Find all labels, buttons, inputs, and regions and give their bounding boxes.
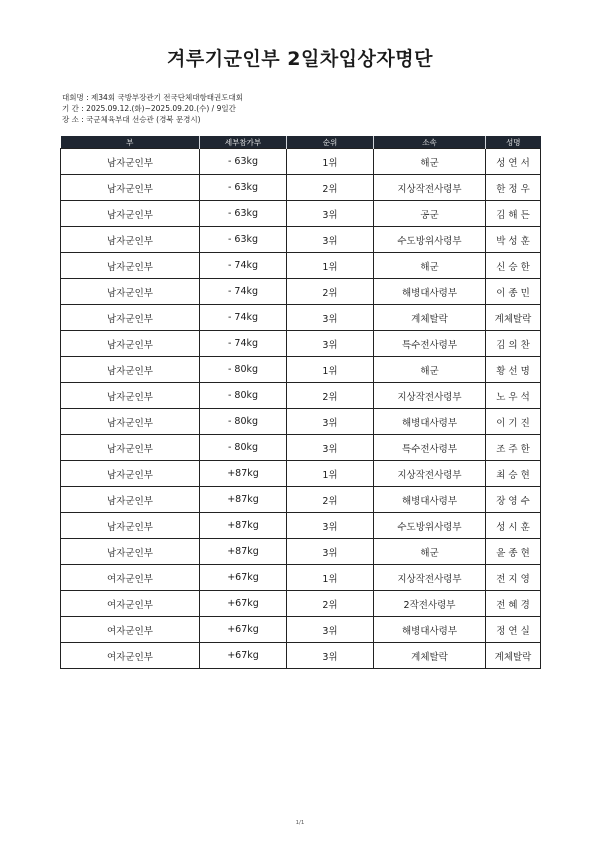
cell-rank: 2위 (287, 175, 374, 201)
table-row (61, 331, 541, 357)
cell-division: 남자군인부 (61, 461, 200, 487)
cell-unit: 지상작전사령부 (374, 565, 486, 591)
cell-division: 남자군인부 (61, 227, 200, 253)
event-period: 기 간 : 2025.09.12.(화)~2025.09.20.(수) / 9일간 (62, 104, 236, 113)
header-weight: 세부참가부 (200, 136, 287, 149)
cell-rank: 3위 (287, 227, 374, 253)
cell-name: 계체탈락 (486, 643, 541, 669)
cell-unit: 공군 (374, 201, 486, 227)
page-number: 1/1 (295, 820, 305, 826)
table-row (61, 253, 541, 279)
cell-name: 김 해 든 (486, 201, 541, 227)
cell-division: 남자군인부 (61, 409, 200, 435)
cell-name: 조 주 한 (486, 435, 541, 461)
cell-unit: 수도방위사령부 (374, 227, 486, 253)
cell-unit: 해병대사령부 (374, 409, 486, 435)
cell-unit: 해군 (374, 357, 486, 383)
cell-name: 김 의 찬 (486, 331, 541, 357)
table-row (61, 591, 541, 617)
cell-name: 박 성 훈 (486, 227, 541, 253)
cell-division: 남자군인부 (61, 435, 200, 461)
cell-weight: - 63kg (200, 149, 287, 175)
cell-name: 이 종 민 (486, 279, 541, 305)
cell-weight: - 63kg (200, 201, 287, 227)
cell-rank: 3위 (287, 331, 374, 357)
cell-weight: - 74kg (200, 253, 287, 279)
cell-rank: 3위 (287, 539, 374, 565)
winners-table (60, 136, 541, 669)
page-title: 겨루기군인부 2일차입상자명단 (167, 48, 433, 70)
cell-weight: +67kg (200, 591, 287, 617)
cell-unit: 특수전사령부 (374, 331, 486, 357)
cell-unit: 계체탈락 (374, 305, 486, 331)
cell-rank: 1위 (287, 461, 374, 487)
table-row (61, 461, 541, 487)
cell-unit: 2작전사령부 (374, 591, 486, 617)
table-row (61, 279, 541, 305)
event-meta (62, 92, 243, 125)
cell-unit: 해병대사령부 (374, 279, 486, 305)
cell-unit: 계체탈락 (374, 643, 486, 669)
table-row (61, 643, 541, 669)
table-row (61, 617, 541, 643)
table-header-row (61, 136, 541, 149)
cell-division: 남자군인부 (61, 149, 200, 175)
table-row (61, 201, 541, 227)
cell-rank: 3위 (287, 643, 374, 669)
cell-rank: 3위 (287, 305, 374, 331)
cell-rank: 2위 (287, 383, 374, 409)
table-row (61, 357, 541, 383)
cell-rank: 3위 (287, 435, 374, 461)
cell-division: 남자군인부 (61, 357, 200, 383)
table-row (61, 435, 541, 461)
cell-weight: +67kg (200, 643, 287, 669)
table-row (61, 487, 541, 513)
cell-weight: - 63kg (200, 175, 287, 201)
cell-rank: 1위 (287, 149, 374, 175)
cell-division: 남자군인부 (61, 487, 200, 513)
cell-name: 장 영 수 (486, 487, 541, 513)
cell-rank: 1위 (287, 253, 374, 279)
cell-division: 남자군인부 (61, 253, 200, 279)
cell-unit: 수도방위사령부 (374, 513, 486, 539)
cell-division: 남자군인부 (61, 383, 200, 409)
cell-unit: 지상작전사령부 (374, 175, 486, 201)
cell-division: 남자군인부 (61, 279, 200, 305)
cell-name: 이 기 진 (486, 409, 541, 435)
header-name: 성명 (486, 136, 541, 149)
cell-rank: 3위 (287, 617, 374, 643)
cell-name: 최 승 현 (486, 461, 541, 487)
cell-name: 계체탈락 (486, 305, 541, 331)
header-rank: 순위 (287, 136, 374, 149)
cell-unit: 해병대사령부 (374, 617, 486, 643)
cell-division: 여자군인부 (61, 617, 200, 643)
cell-unit: 해병대사령부 (374, 487, 486, 513)
cell-weight: - 80kg (200, 357, 287, 383)
cell-weight: - 74kg (200, 331, 287, 357)
cell-unit: 해군 (374, 253, 486, 279)
cell-name: 정 연 실 (486, 617, 541, 643)
cell-name: 신 승 한 (486, 253, 541, 279)
header-unit: 소속 (374, 136, 486, 149)
table-row (61, 305, 541, 331)
cell-name: 성 시 훈 (486, 513, 541, 539)
cell-unit: 해군 (374, 539, 486, 565)
cell-division: 여자군인부 (61, 565, 200, 591)
cell-weight: +87kg (200, 461, 287, 487)
cell-unit: 특수전사령부 (374, 435, 486, 461)
cell-weight: +87kg (200, 487, 287, 513)
cell-rank: 2위 (287, 591, 374, 617)
cell-weight: - 80kg (200, 383, 287, 409)
table-row (61, 149, 541, 175)
cell-division: 남자군인부 (61, 201, 200, 227)
table-row (61, 513, 541, 539)
cell-division: 여자군인부 (61, 643, 200, 669)
cell-name: 전 지 영 (486, 565, 541, 591)
cell-rank: 1위 (287, 357, 374, 383)
cell-unit: 해군 (374, 149, 486, 175)
table-row (61, 565, 541, 591)
table-row (61, 175, 541, 201)
cell-division: 남자군인부 (61, 539, 200, 565)
cell-unit: 지상작전사령부 (374, 383, 486, 409)
cell-rank: 3위 (287, 409, 374, 435)
cell-division: 남자군인부 (61, 175, 200, 201)
cell-weight: +87kg (200, 539, 287, 565)
cell-rank: 2위 (287, 487, 374, 513)
cell-weight: - 80kg (200, 435, 287, 461)
cell-name: 윤 종 현 (486, 539, 541, 565)
event-name: 대회명 : 제34회 국방부장관기 전국단체대항태권도대회 (62, 93, 243, 102)
cell-name: 한 정 우 (486, 175, 541, 201)
table-row (61, 539, 541, 565)
cell-rank: 3위 (287, 201, 374, 227)
cell-weight: - 74kg (200, 305, 287, 331)
cell-division: 남자군인부 (61, 331, 200, 357)
cell-weight: - 80kg (200, 409, 287, 435)
cell-rank: 1위 (287, 565, 374, 591)
event-venue: 장 소 : 국군체육부대 선승관 (경북 문경시) (62, 115, 201, 124)
cell-weight: +87kg (200, 513, 287, 539)
table-row (61, 383, 541, 409)
cell-weight: - 63kg (200, 227, 287, 253)
cell-division: 남자군인부 (61, 513, 200, 539)
cell-weight: +67kg (200, 617, 287, 643)
cell-division: 남자군인부 (61, 305, 200, 331)
cell-unit: 지상작전사령부 (374, 461, 486, 487)
table-row (61, 227, 541, 253)
cell-name: 황 선 명 (486, 357, 541, 383)
header-division: 부 (61, 136, 200, 149)
cell-rank: 3위 (287, 513, 374, 539)
table-row (61, 409, 541, 435)
cell-weight: +67kg (200, 565, 287, 591)
cell-name: 성 연 서 (486, 149, 541, 175)
cell-name: 전 혜 경 (486, 591, 541, 617)
cell-name: 노 우 석 (486, 383, 541, 409)
cell-weight: - 74kg (200, 279, 287, 305)
cell-division: 여자군인부 (61, 591, 200, 617)
cell-rank: 2위 (287, 279, 374, 305)
